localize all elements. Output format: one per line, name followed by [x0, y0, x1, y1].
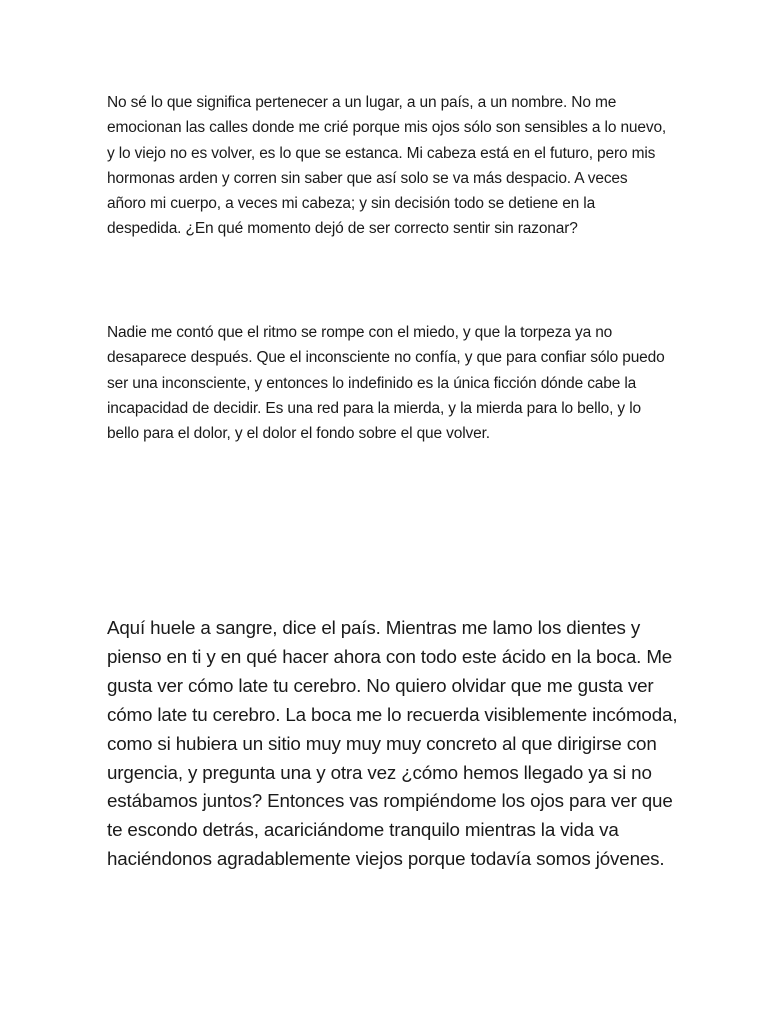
paragraph-1: No sé lo que significa pertenecer a un lugar, a un país, a un nombre. No me emocionan las calles donde me crié porque mis ojos sólo son sensibles a lo nuevo, y lo viejo no es volver, es lo que se estanca. Mi cabeza está en el futuro, pero mis hormonas arden y corren sin saber que así solo se va más despacio. A veces añoro mi cuerpo, a veces mi cabeza; y sin decisión todo se detiene en la despedida. ¿En qué momento dejó de ser correcto sentir sin razonar?: [107, 94, 667, 238]
paragraph-3: Aquí huele a sangre, dice el país. Mientras me lamo los dientes y pienso en ti y en qué hacer ahora con todo este ácido en la boca. Me gusta ver cómo late tu cerebro. No quiero olvidar que me gusta ver cómo late tu cerebro. La boca me lo recuerda visiblemente incómoda, como si hubiera un sitio muy muy muy concreto al que dirigirse con urgencia, y pregunta una y otra vez ¿cómo hemos llegado ya si no estábamos juntos? Entonces vas rompiéndome los ojos para ver que te escondo detrás, acariciándome tranquilo mientras la vida va haciéndonos agradablemente viejos porque todavía somos jóvenes.: [107, 617, 678, 870]
paragraph-2: Nadie me contó que el ritmo se rompe con el miedo, y que la torpeza ya no desaparece después. Que el inconsciente no confía, y que para confiar sólo puedo ser una inconsciente, y entonces lo indefinido es la única ficción dónde cabe la incapacidad de decidir. Es una red para la mierda, y la mierda para lo bello, y lo bello para el dolor, y el dolor el fondo sobre el que volver.: [107, 324, 665, 443]
